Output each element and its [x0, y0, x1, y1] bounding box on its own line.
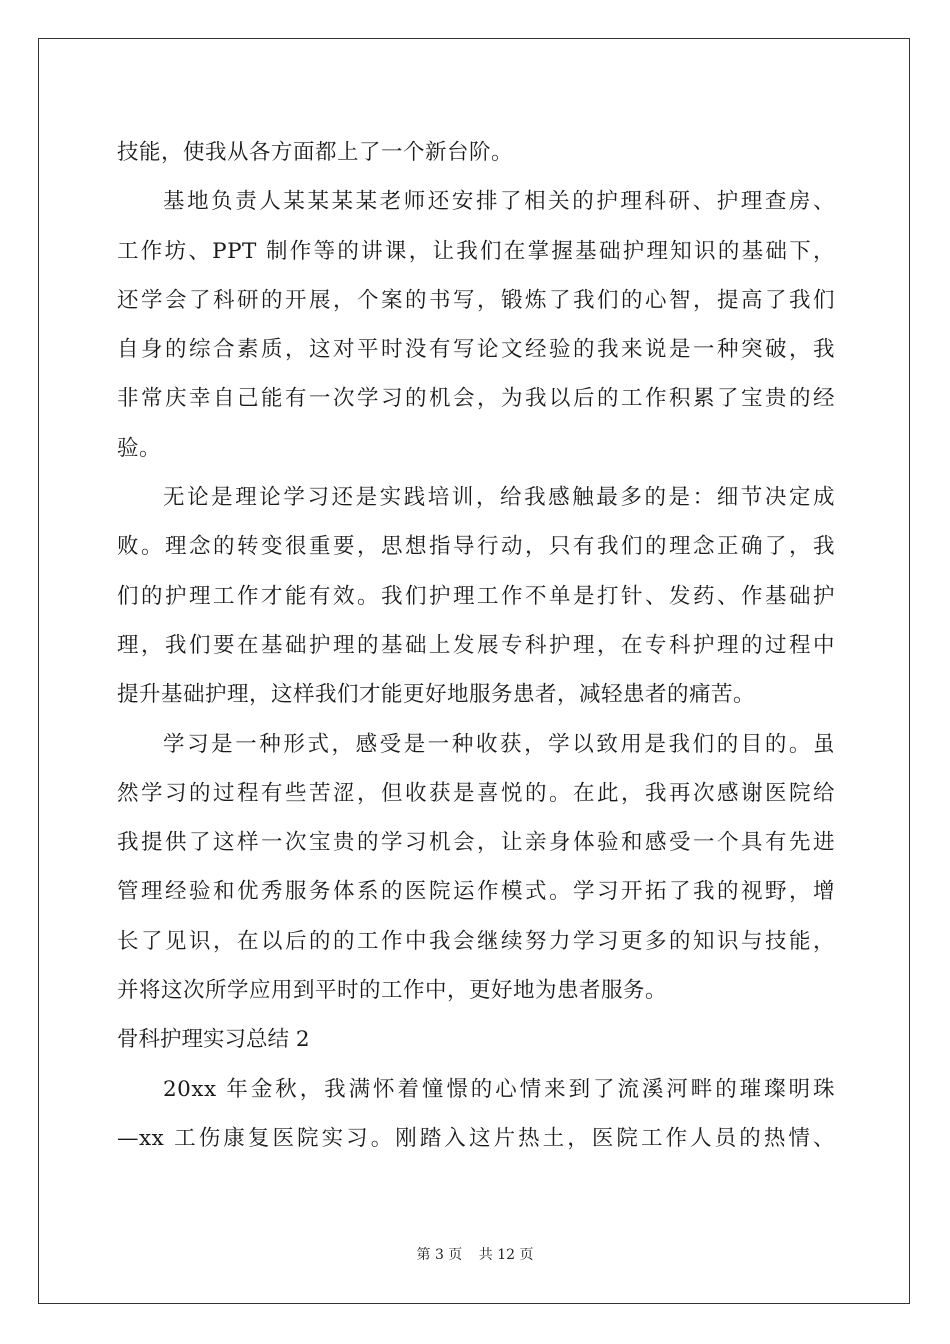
- body-line: 长了见识，在以后的的工作中我会继续努力学习更多的知识与技能，: [117, 928, 835, 954]
- page-footer: [0, 1244, 950, 1264]
- body-line: 验。: [117, 435, 162, 461]
- body-line: 自身的综合素质，这对平时没有写论文经验的我来说是一种突破，我: [117, 337, 835, 363]
- body-line: 们的护理工作才能有效。我们护理工作不单是打针、发药、作基础护: [117, 583, 835, 609]
- body-line: —xx 工伤康复医院实习。刚踏入这片热土，医院工作人员的热情、: [117, 1125, 835, 1151]
- body-line: 管理经验和优秀服务体系的医院运作模式。学习开拓了我的视野，增: [117, 879, 835, 905]
- body-line: 20xx 年金秋，我满怀着憧憬的心情来到了流溪河畔的璀璨明珠: [163, 1076, 835, 1102]
- body-line: 败。理念的转变很重要，思想指导行动，只有我们的理念正确了，我: [117, 534, 835, 560]
- body-line: 技能，使我从各方面都上了一个新台阶。: [117, 140, 514, 165]
- page-number: 第 3 页: [416, 1247, 463, 1263]
- body-line: 并将这次所学应用到平时的工作中，更好地为患者服务。: [117, 978, 668, 1004]
- section-heading: 骨科护理实习总结 2: [117, 1027, 310, 1053]
- body-line: 工作坊、PPT 制作等的讲课，让我们在掌握基础护理知识的基础下，: [117, 238, 835, 264]
- document-body: [117, 128, 835, 1163]
- body-line: 然学习的过程有些苦涩，但收获是喜悦的。在此，我再次感谢医院给: [117, 780, 835, 806]
- body-line: 还学会了科研的开展，个案的书写，锻炼了我们的心智，提高了我们: [117, 287, 835, 313]
- page-total: 共 12 页: [478, 1247, 534, 1263]
- body-line: 理，我们要在基础护理的基础上发展专科护理，在专科护理的过程中: [117, 632, 835, 658]
- body-line: 基地负责人某某某某老师还安排了相关的护理科研、护理查房、: [163, 189, 835, 215]
- body-line: 提升基础护理，这样我们才能更好地服务患者，减轻患者的痛苦。: [117, 682, 756, 708]
- body-line: 学习是一种形式，感受是一种收获，学以致用是我们的目的。虽: [163, 731, 835, 757]
- body-line: 我提供了这样一次宝贵的学习机会，让亲身体验和感受一个具有先进: [117, 830, 835, 856]
- body-line: 非常庆幸自己能有一次学习的机会，为我以后的工作积累了宝贵的经: [117, 386, 835, 412]
- body-line: 无论是理论学习还是实践培训，给我感触最多的是：细节决定成: [163, 485, 835, 511]
